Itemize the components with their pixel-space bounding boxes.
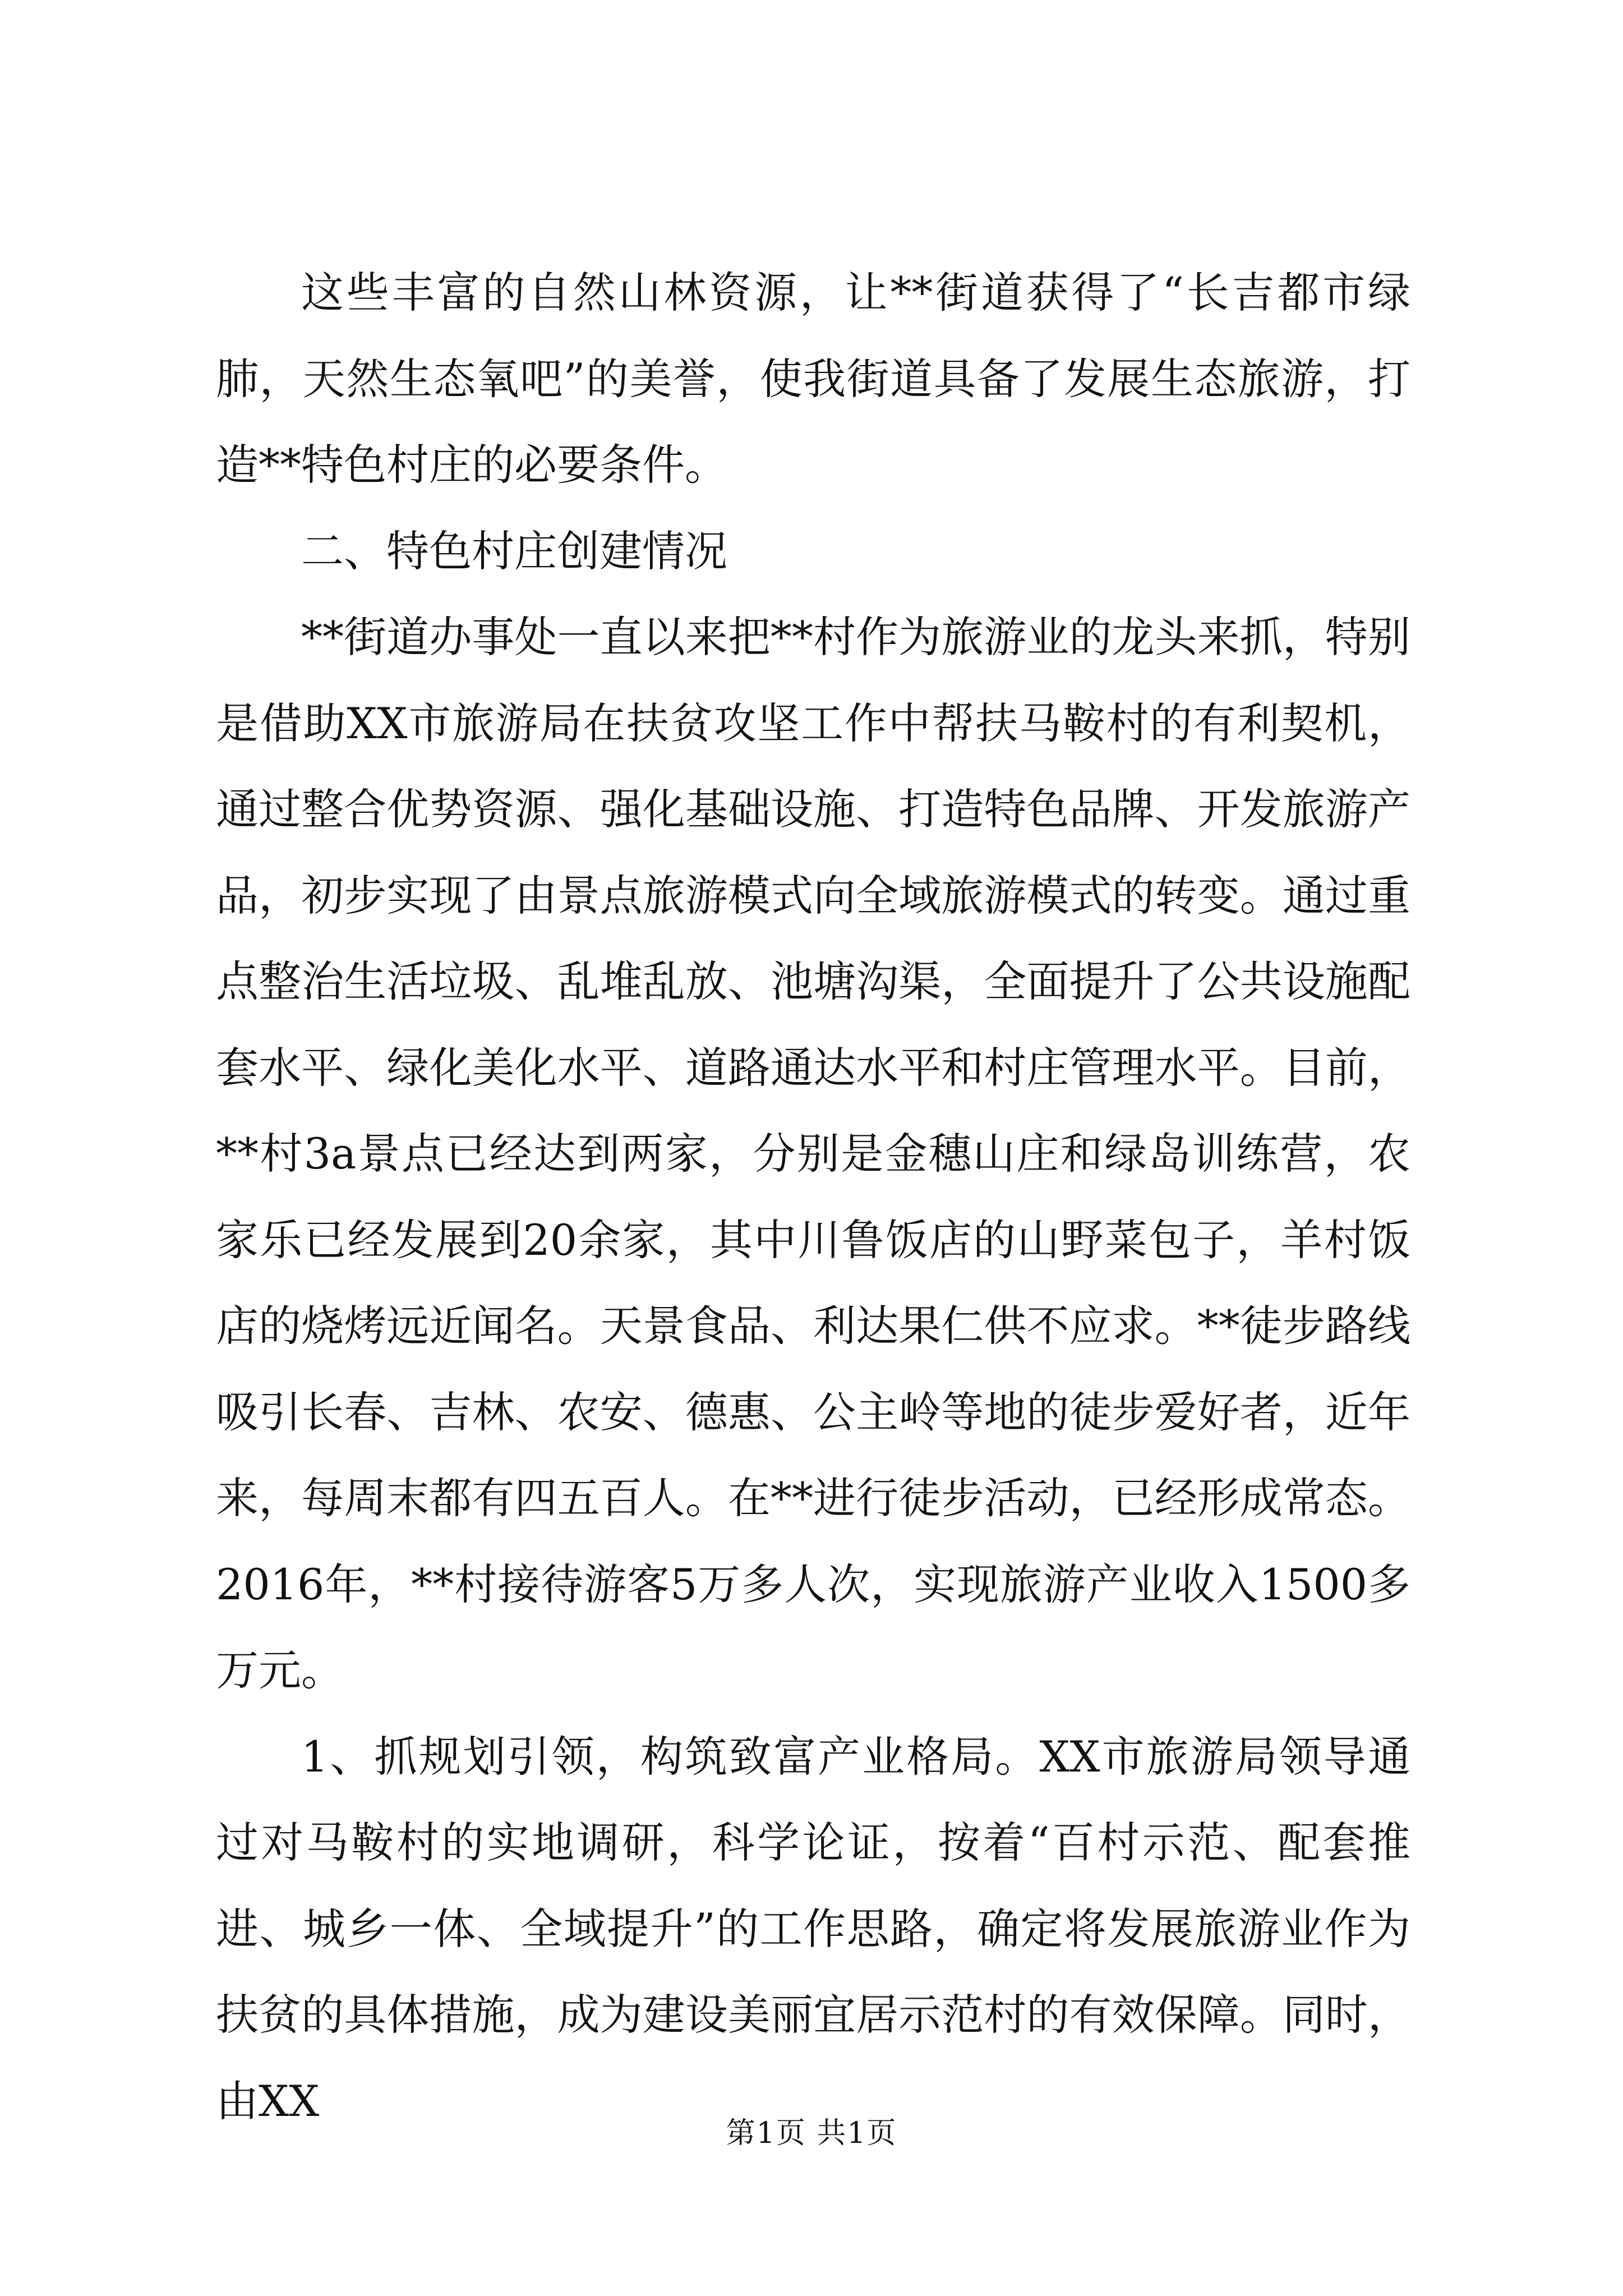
section-heading-village-creation: 二、特色村庄创建情况 bbox=[301, 526, 727, 576]
document-body bbox=[216, 250, 1410, 2144]
paragraph-planning-guidance: 1、抓规划引领，构筑致富产业格局。XX市旅游局领导通过对马鞍村的实地调研，科学论证，按着“百村示范、配套推进、城乡一体、全域提升”的工作思路，确定将发展旅游业作为扶贫的具体措施，成为建设美丽宜居示范村的有效保障。同时，由XX bbox=[216, 1731, 1410, 2126]
paragraph-tourism-development: **街道办事处一直以来把**村作为旅游业的龙头来抓，特别是借助XX市旅游局在扶贫攻坚工作中帮扶马鞍村的有利契机，通过整合优势资源、强化基础设施、打造特色品牌、开发旅游产品，初步实现了由景点旅游模式向全域旅游模式的转变。通过重点整治生活垃圾、乱堆乱放、池塘沟渠，全面提升了公共设施配套水平、绿化美化水平、道路通达水平和村庄管理水平。目前，**村3a景点已经达到两家，分别是金穗山庄和绿岛训练营，农家乐已经发展到20余家，其中川鲁饭店的山野菜包子，羊村饭店的烧烤远近闻名。天景食品、利达果仁供不应求。**徒步路线吸引长春、吉林、农安、德惠、公主岭等地的徒步爱好者，近年来，每周末都有四五百人。在**进行徒步活动，已经形成常态。2016年，**村接待游客5万多人次，实现旅游产业收入1500多万元。 bbox=[216, 612, 1410, 1695]
paragraph-resources: 这些丰富的自然山林资源，让**街道获得了“长吉都市绿肺，天然生态氧吧”的美誉，使我街道具备了发展生态旅游，打造**特色村庄的必要条件。 bbox=[216, 268, 1410, 490]
page-footer: 第1页 共1页 bbox=[726, 2116, 897, 2150]
